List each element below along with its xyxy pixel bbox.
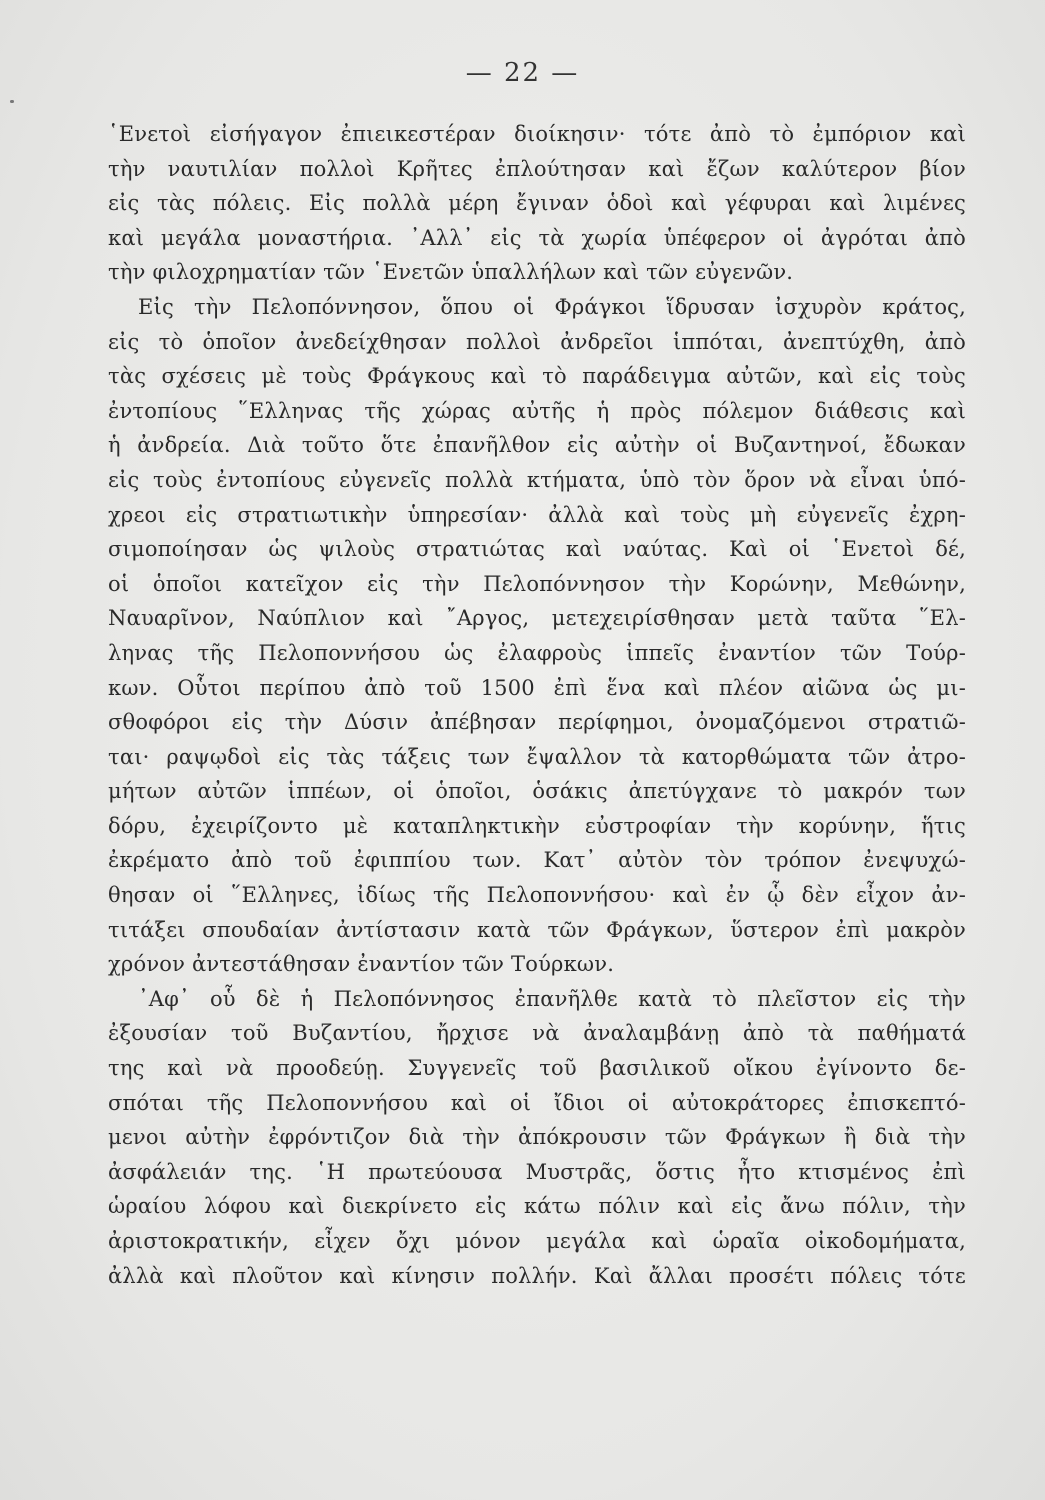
page-number: — 22 — xyxy=(465,58,580,88)
text-line: σθοφόροι εἰς τὴν Δύσιν ἀπέβησαν περίφημοι, ὀνομαζόμενοι στρατιῶ- xyxy=(108,710,966,735)
text-line: ἐκρέματο ἀπὸ τοῦ ἐφιππίου των. Κατ᾽ αὐτὸν τὸν τρόπον ἐνεψυχώ- xyxy=(108,848,966,873)
text-line: ἀσφάλειάν της. ῾Η πρωτεύουσα Μυστρᾶς, ὅστις ἦτο κτισμένος ἐπὶ xyxy=(108,1159,966,1184)
text-line: εἰς τὸ ὁποῖον ἀνεδείχθησαν πολλοὶ ἀνδρεῖοι ἱππόται, ἀνεπτύχθη, ἀπὸ xyxy=(108,329,966,354)
text-line: σιμοποίησαν ὡς ψιλοὺς στρατιώτας καὶ ναύτας. Καὶ οἱ ῾Ενετοὶ δέ, xyxy=(108,537,966,562)
text-line: ὡραίου λόφου καὶ διεκρίνετο εἰς κάτω πόλιν καὶ εἰς ἄνω πόλιν, τὴν xyxy=(108,1194,966,1219)
text-line: δόρυ, ἐχειρίζοντο μὲ καταπληκτικὴν εὐστροφίαν τὴν κορύνην, ἥτις xyxy=(108,813,966,838)
text-line: ληνας τῆς Πελοποννήσου ὡς ἐλαφροὺς ἱππεῖς ἐναντίον τῶν Τούρ- xyxy=(108,640,966,665)
text-line: της καὶ νὰ προοδεύῃ. Συγγενεῖς τοῦ βασιλικοῦ οἴκου ἐγίνοντο δε- xyxy=(108,1056,966,1081)
text-line: ἐξουσίαν τοῦ Βυζαντίου, ἤρχισε νὰ ἀναλαμβάνῃ ἀπὸ τὰ παθήματά xyxy=(108,1021,966,1046)
text-line: μενοι αὐτὴν ἐφρόντιζον διὰ τὴν ἀπόκρουσιν τῶν Φράγκων ἢ διὰ τὴν xyxy=(108,1125,966,1150)
text-line: καὶ μεγάλα μοναστήρια. ᾽Αλλ᾽ εἰς τὰ χωρία ὑπέφερον οἱ ἀγρόται ἀπὸ xyxy=(108,225,966,250)
text-line: ται· ραψῳδοὶ εἰς τὰς τάξεις των ἔψαλλον τὰ κατορθώματα τῶν ἀτρο- xyxy=(108,744,966,769)
text-line: Εἰς τὴν Πελοπόννησον, ὅπου οἱ Φράγκοι ἵδρυσαν ἰσχυρὸν κράτος, xyxy=(138,294,966,319)
text-line: ἡ ἀνδρεία. Διὰ τοῦτο ὅτε ἐπανῆλθον εἰς αὐτὴν οἱ Βυζαντηνοί, ἔδωκαν xyxy=(108,433,966,458)
text-line: ᾽Αφ᾽ οὗ δὲ ἡ Πελοπόννησος ἐπανῆλθε κατὰ τὸ πλεῖστον εἰς τὴν xyxy=(138,986,966,1011)
text-line: ἐντοπίους ῞Ελληνας τῆς χώρας αὐτῆς ἡ πρὸς πόλεμον διάθεσις καὶ xyxy=(108,398,966,423)
text-line: ῾Ενετοὶ εἰσήγαγον ἐπιεικεστέραν διοίκησιν· τότε ἀπὸ τὸ ἐμπόριον καὶ xyxy=(108,122,966,146)
text-line: τὴν φιλοχρηματίαν τῶν ῾Ενετῶν ὑπαλλήλων καὶ τῶν εὐγενῶν. xyxy=(108,260,794,285)
body-text xyxy=(108,117,966,1293)
text-line: χρεοι εἰς στρατιωτικὴν ὑπηρεσίαν· ἀλλὰ καὶ τοὺς μὴ εὐγενεῖς ἐχρη- xyxy=(108,502,966,527)
text-line: ἀλλὰ καὶ πλοῦτον καὶ κίνησιν πολλήν. Καὶ ἄλλαι προσέτι πόλεις τότε xyxy=(108,1263,966,1288)
ink-speck xyxy=(10,100,14,103)
text-line: οἱ ὁποῖοι κατεῖχον εἰς τὴν Πελοπόννησον τὴν Κορώνην, Μεθώνην, xyxy=(108,571,966,596)
text-line: Ναυαρῖνον, Ναύπλιον καὶ ῎Αργος, μετεχειρίσθησαν μετὰ ταῦτα ῞Ελ- xyxy=(108,606,966,631)
text-line: τιτάξει σπουδαίαν ἀντίστασιν κατὰ τῶν Φράγκων, ὕστερον ἐπὶ μακρὸν xyxy=(108,917,966,942)
text-line: τὴν ναυτιλίαν πολλοὶ Κρῆτες ἐπλούτησαν καὶ ἔζων καλύτερον βίον xyxy=(108,156,966,181)
text-line: κων. Οὗτοι περίπου ἀπὸ τοῦ 1500 ἐπὶ ἕνα καὶ πλέον αἰῶνα ὡς μι- xyxy=(108,675,966,700)
text-line: χρόνον ἀντεστάθησαν ἐναντίον τῶν Τούρκων. xyxy=(108,952,615,977)
text-line: μήτων αὐτῶν ἱππέων, οἱ ὁποῖοι, ὁσάκις ἀπετύγχανε τὸ μακρόν των xyxy=(108,779,966,804)
text-line: εἰς τοὺς ἐντοπίους εὐγενεῖς πολλὰ κτήματα, ὑπὸ τὸν ὅρον νὰ εἶναι ὑπό- xyxy=(108,467,966,492)
text-line: εἰς τὰς πόλεις. Εἰς πολλὰ μέρη ἔγιναν ὁδοὶ καὶ γέφυραι καὶ λιμένες xyxy=(108,191,966,216)
text-line: θησαν οἱ ῞Ελληνες, ἰδίως τῆς Πελοποννήσου· καὶ ἐν ᾧ δὲν εἶχον ἀν- xyxy=(108,883,966,908)
text-line: σπόται τῆς Πελοποννήσου καὶ οἱ ἴδιοι οἱ αὐτοκράτορες ἐπισκεπτό- xyxy=(108,1090,966,1115)
text-line: ἀριστοκρατικήν, εἶχεν ὄχι μόνον μεγάλα καὶ ὡραῖα οἰκοδομήματα, xyxy=(108,1229,966,1253)
text-line: τὰς σχέσεις μὲ τοὺς Φράγκους καὶ τὸ παράδειγμα αὐτῶν, καὶ εἰς τοὺς xyxy=(108,364,966,389)
